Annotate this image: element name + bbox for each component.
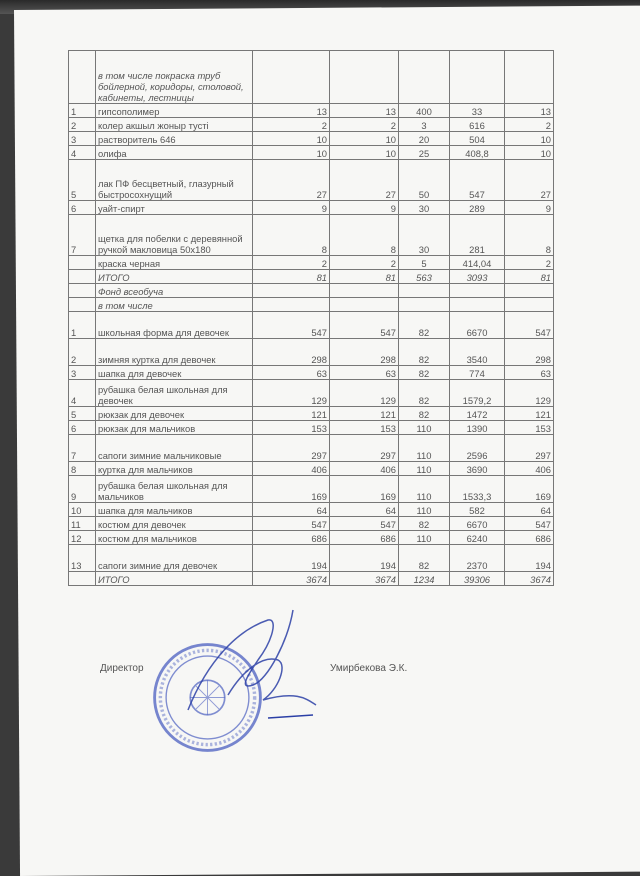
cell-b: 129	[330, 380, 399, 407]
total-a: 3674	[253, 572, 330, 586]
table-row	[69, 339, 554, 366]
cell-name: рюкзак для девочек	[96, 407, 253, 421]
cell-no: 3	[69, 132, 96, 146]
cell-d: 1579,2	[450, 380, 505, 407]
table-row	[69, 503, 554, 517]
cell-c: 82	[399, 407, 450, 421]
cell-b: 63	[330, 366, 399, 380]
cell-a: 2	[253, 118, 330, 132]
table-row	[69, 545, 554, 572]
total-label: ИТОГО	[96, 270, 253, 284]
cell-e: 9	[505, 201, 554, 215]
cell-name: лак ПФ бесцветный, глазурный быстросохнущий	[96, 160, 253, 201]
director-label: Директор	[100, 663, 144, 674]
cell-name: куртка для мальчиков	[96, 462, 253, 476]
cell-a: 13	[253, 104, 330, 118]
cell-a: 547	[253, 312, 330, 339]
director-name: Умирбекова Э.К.	[330, 663, 408, 674]
cell-no: 12	[69, 531, 96, 545]
signature	[168, 600, 318, 740]
cell-a: 2	[253, 256, 330, 270]
section1-total-row	[69, 270, 554, 284]
cell-no: 2	[69, 118, 96, 132]
cell-a: 298	[253, 339, 330, 366]
cell-c: 110	[399, 462, 450, 476]
table-row	[69, 380, 554, 407]
cell-b: 10	[330, 146, 399, 160]
cell-c: 82	[399, 380, 450, 407]
cell-no: 6	[69, 201, 96, 215]
cell-e: 8	[505, 215, 554, 256]
cell-c: 110	[399, 531, 450, 545]
cell-no: 6	[69, 421, 96, 435]
cell-name: шапка для мальчиков	[96, 503, 253, 517]
cell-a: 297	[253, 435, 330, 462]
cell-d: 616	[450, 118, 505, 132]
table-row	[69, 421, 554, 435]
cell-no: 1	[69, 104, 96, 118]
cell-e: 406	[505, 462, 554, 476]
cell-a: 121	[253, 407, 330, 421]
cell-name: рубашка белая школьная для девочек	[96, 380, 253, 407]
cell-b: 121	[330, 407, 399, 421]
table-row	[69, 132, 554, 146]
cell-b: 8	[330, 215, 399, 256]
cell-no: 11	[69, 517, 96, 531]
cell-b: 298	[330, 339, 399, 366]
cell-d: 6670	[450, 312, 505, 339]
cell-name: колер акшыл жоныр тусті	[96, 118, 253, 132]
cell-b: 406	[330, 462, 399, 476]
cell-e: 27	[505, 160, 554, 201]
cell-b: 9	[330, 201, 399, 215]
cell-b: 13	[330, 104, 399, 118]
cell-name: зимняя куртка для девочек	[96, 339, 253, 366]
cell-no	[69, 256, 96, 270]
cell-e: 153	[505, 421, 554, 435]
cell-e: 13	[505, 104, 554, 118]
table-row	[69, 104, 554, 118]
cell-d: 3690	[450, 462, 505, 476]
cell-d: 3540	[450, 339, 505, 366]
cell-d: 6670	[450, 517, 505, 531]
cell-no: 8	[69, 462, 96, 476]
cell-c: 82	[399, 545, 450, 572]
cell-no	[69, 51, 96, 104]
cell-e: 10	[505, 146, 554, 160]
cell-e: 194	[505, 545, 554, 572]
cell-name: школьная форма для девочек	[96, 312, 253, 339]
cell-a: 10	[253, 132, 330, 146]
cell-e: 121	[505, 407, 554, 421]
section2-subtitle-row	[69, 298, 554, 312]
cell-c: 5	[399, 256, 450, 270]
cell-b: 2	[330, 118, 399, 132]
cell-a: 153	[253, 421, 330, 435]
cell-e: 547	[505, 312, 554, 339]
cell-e: 129	[505, 380, 554, 407]
cell-a: 27	[253, 160, 330, 201]
cell-c: 30	[399, 201, 450, 215]
cell-no: 9	[69, 476, 96, 503]
total-c: 1234	[399, 572, 450, 586]
cell-c: 82	[399, 517, 450, 531]
table-row	[69, 407, 554, 421]
cell-name: олифа	[96, 146, 253, 160]
cell-name: краска черная	[96, 256, 253, 270]
cell-c: 82	[399, 366, 450, 380]
cell-a: 10	[253, 146, 330, 160]
cell-b: 153	[330, 421, 399, 435]
section1-header: в том числе покраска труб бойлерной, коридоры, столовой, кабинеты, лестницы	[96, 51, 253, 104]
cell-e: 297	[505, 435, 554, 462]
total-b: 81	[330, 270, 399, 284]
cell-b: 64	[330, 503, 399, 517]
cell-name: сапоги зимние мальчиковые	[96, 435, 253, 462]
cell-no: 13	[69, 545, 96, 572]
cell-e: 298	[505, 339, 554, 366]
section2-total-row	[69, 572, 554, 586]
total-d: 3093	[450, 270, 505, 284]
cell-name: шапка для девочек	[96, 366, 253, 380]
cell-b: 547	[330, 517, 399, 531]
cell-no: 7	[69, 215, 96, 256]
table-row	[69, 160, 554, 201]
total-d: 39306	[450, 572, 505, 586]
cell-a: 8	[253, 215, 330, 256]
cell-name: костюм для мальчиков	[96, 531, 253, 545]
table-row	[69, 256, 554, 270]
cell-c: 30	[399, 215, 450, 256]
cell-e: 63	[505, 366, 554, 380]
cell-e: 547	[505, 517, 554, 531]
cell-name: щетка для побелки с деревянной ручкой макловица 50х180	[96, 215, 253, 256]
table-row	[69, 366, 554, 380]
cell-e: 2	[505, 118, 554, 132]
cell-e: 10	[505, 132, 554, 146]
cell-c: 25	[399, 146, 450, 160]
cell-d: 774	[450, 366, 505, 380]
table-row	[69, 531, 554, 545]
cell-no: 1	[69, 312, 96, 339]
cell-d: 2596	[450, 435, 505, 462]
cell-name: костюм для девочек	[96, 517, 253, 531]
total-a: 81	[253, 270, 330, 284]
cell-e: 64	[505, 503, 554, 517]
cell-a: 63	[253, 366, 330, 380]
cell-no: 10	[69, 503, 96, 517]
cell-a: 169	[253, 476, 330, 503]
cell-c: 110	[399, 503, 450, 517]
table-row	[69, 312, 554, 339]
cell-c: 20	[399, 132, 450, 146]
cell-d: 289	[450, 201, 505, 215]
cell-d: 1390	[450, 421, 505, 435]
total-e: 3674	[505, 572, 554, 586]
cell-name: гипсополимер	[96, 104, 253, 118]
table-row	[69, 517, 554, 531]
section2-title-row	[69, 284, 554, 298]
cell-b: 686	[330, 531, 399, 545]
cell-no: 3	[69, 366, 96, 380]
cell-d: 414,04	[450, 256, 505, 270]
cell-d: 1533,3	[450, 476, 505, 503]
cell-b: 10	[330, 132, 399, 146]
cell-a: 194	[253, 545, 330, 572]
cell-d: 2370	[450, 545, 505, 572]
cell-d: 582	[450, 503, 505, 517]
cell-no: 5	[69, 407, 96, 421]
cell-c: 400	[399, 104, 450, 118]
total-label: ИТОГО	[96, 572, 253, 586]
section1-header-row	[69, 51, 554, 104]
cell-c: 110	[399, 435, 450, 462]
cell-d: 281	[450, 215, 505, 256]
cell-no: 2	[69, 339, 96, 366]
cell-name: растворитель 646	[96, 132, 253, 146]
cell-b: 27	[330, 160, 399, 201]
cell-d: 6240	[450, 531, 505, 545]
cell-d: 33	[450, 104, 505, 118]
section2-subtitle: в том числе	[96, 298, 253, 312]
cell-c: 82	[399, 339, 450, 366]
cell-b: 547	[330, 312, 399, 339]
cell-a: 9	[253, 201, 330, 215]
cell-a: 406	[253, 462, 330, 476]
cell-e: 169	[505, 476, 554, 503]
table-row	[69, 146, 554, 160]
cell-d: 547	[450, 160, 505, 201]
cell-name: рюкзак для мальчиков	[96, 421, 253, 435]
table-row	[69, 118, 554, 132]
cell-a: 686	[253, 531, 330, 545]
cell-d: 1472	[450, 407, 505, 421]
cell-no: 5	[69, 160, 96, 201]
cell-name: сапоги зимние для девочек	[96, 545, 253, 572]
cell-b: 297	[330, 435, 399, 462]
table-row	[69, 462, 554, 476]
cell-name: уайт-спирт	[96, 201, 253, 215]
cell-no: 4	[69, 146, 96, 160]
table-row	[69, 201, 554, 215]
cell-a: 64	[253, 503, 330, 517]
cell-a: 129	[253, 380, 330, 407]
total-e: 81	[505, 270, 554, 284]
cell-no: 7	[69, 435, 96, 462]
cell-b: 2	[330, 256, 399, 270]
cell-c: 3	[399, 118, 450, 132]
cell-no: 4	[69, 380, 96, 407]
section2-title: Фонд всеобуча	[96, 284, 253, 298]
materials-table	[68, 50, 554, 586]
cell-e: 686	[505, 531, 554, 545]
cell-e: 2	[505, 256, 554, 270]
cell-b: 169	[330, 476, 399, 503]
table-row	[69, 435, 554, 462]
cell-c: 50	[399, 160, 450, 201]
total-b: 3674	[330, 572, 399, 586]
cell-d: 408,8	[450, 146, 505, 160]
cell-c: 110	[399, 421, 450, 435]
cell-b: 194	[330, 545, 399, 572]
cell-name: рубашка белая школьная для мальчиков	[96, 476, 253, 503]
cell-c: 110	[399, 476, 450, 503]
table-row	[69, 215, 554, 256]
total-c: 563	[399, 270, 450, 284]
cell-a: 547	[253, 517, 330, 531]
table-row	[69, 476, 554, 503]
cell-c: 82	[399, 312, 450, 339]
cell-d: 504	[450, 132, 505, 146]
